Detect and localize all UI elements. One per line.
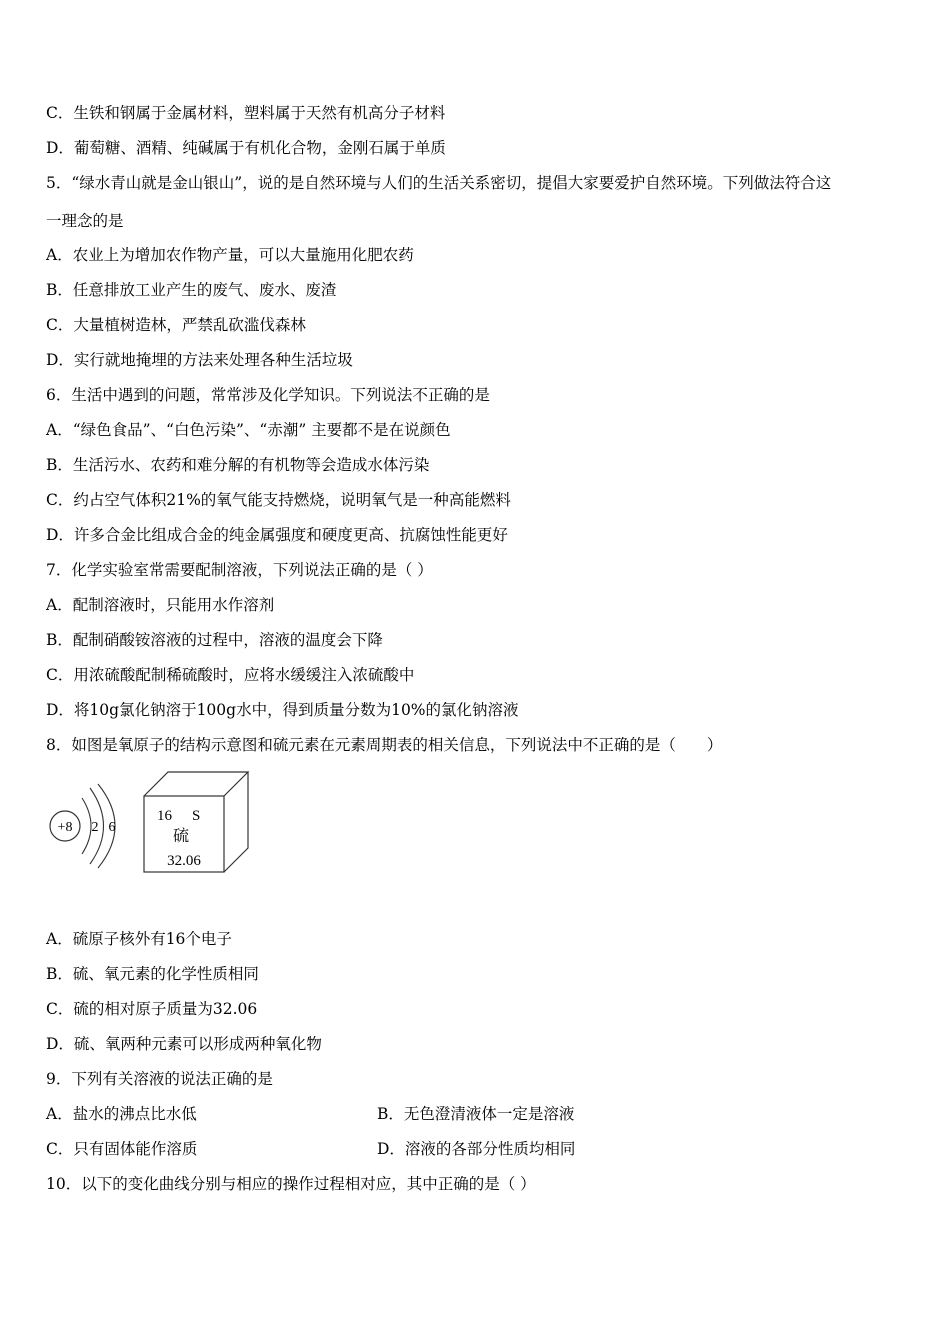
q6-option-c: C．约占空气体积21%的氧气能支持燃烧，说明氧气是一种高能燃料 (46, 491, 511, 509)
q6-option-a: A．“绿色食品”、“白色污染”、“赤潮” 主要都不是在说颜色 (46, 421, 451, 439)
q9-option-c: C．只有固体能作溶质 (46, 1140, 198, 1158)
q7-option-b: B．配制硝酸铵溶液的过程中，溶液的温度会下降 (46, 631, 383, 649)
atomic-number: 16 (157, 808, 172, 824)
q5-stem-line-2: 一理念的是 (46, 212, 124, 230)
electron-shell-1-arc (82, 798, 91, 854)
q5-option-c: C．大量植树造林，严禁乱砍滥伐森林 (46, 316, 306, 334)
cell-side-face (224, 772, 248, 872)
q8-option-a: A．硫原子核外有16个电子 (46, 930, 232, 948)
q8-figure-svg (44, 768, 254, 878)
q8-option-b: B．硫、氧元素的化学性质相同 (46, 965, 259, 983)
sulfur-element-cell (144, 772, 248, 872)
q5-stem-line-1: 5．“绿水青山就是金山银山”，说的是自然环境与人们的生活关系密切，提倡大家要爱护自然环境。下列做法符合这 (46, 174, 832, 192)
q8-figure (44, 768, 254, 878)
q5-option-a: A．农业上为增加农作物产量，可以大量施用化肥农药 (46, 246, 414, 264)
q5-option-d: D．实行就地掩埋的方法来处理各种生活垃圾 (46, 351, 353, 369)
atomic-mass: 32.06 (167, 853, 201, 869)
cell-top-face (144, 772, 248, 796)
q9-option-d: D．溶液的各部分性质均相同 (377, 1140, 576, 1158)
q7-option-c: C．用浓硫酸配制稀硫酸时，应将水缓缓注入浓硫酸中 (46, 666, 415, 684)
q4-option-d: D．葡萄糖、酒精、纯碱属于有机化合物，金刚石属于单质 (46, 139, 446, 157)
q9-stem: 9．下列有关溶液的说法正确的是 (46, 1070, 273, 1088)
q8-stem: 8．如图是氧原子的结构示意图和硫元素在元素周期表的相关信息，下列说法中不正确的是（ ） (46, 736, 723, 754)
nucleus-charge: +8 (57, 820, 73, 835)
q8-option-d: D．硫、氧两种元素可以形成两种氧化物 (46, 1035, 322, 1053)
element-name: 硫 (172, 828, 190, 845)
q6-option-b: B．生活污水、农药和难分解的有机物等会造成水体污染 (46, 456, 430, 474)
q4-option-c: C．生铁和钢属于金属材料，塑料属于天然有机高分子材料 (46, 104, 446, 122)
q7-option-d: D．将10g氯化钠溶于100g水中，得到质量分数为10%的氯化钠溶液 (46, 701, 519, 719)
q6-stem: 6．生活中遇到的问题，常常涉及化学知识。下列说法不正确的是 (46, 386, 490, 404)
q7-option-a: A．配制溶液时，只能用水作溶剂 (46, 596, 275, 614)
q9-option-b: B．无色澄清液体一定是溶液 (377, 1105, 575, 1123)
q8-option-c: C．硫的相对原子质量为32.06 (46, 1000, 258, 1018)
element-symbol: S (192, 808, 201, 824)
q5-option-b: B．任意排放工业产生的废气、废水、废渣 (46, 281, 337, 299)
shell-2-electrons: 6 (108, 820, 116, 835)
shell-1-electrons: 2 (91, 820, 99, 835)
q9-option-a: A．盐水的沸点比水低 (46, 1105, 197, 1123)
q7-stem: 7．化学实验室常需要配制溶液，下列说法正确的是（ ） (46, 561, 433, 579)
oxygen-atom-diagram (50, 784, 116, 868)
q6-option-d: D．许多合金比组成合金的纯金属强度和硬度更高、抗腐蚀性能更好 (46, 526, 508, 544)
q10-stem: 10．以下的变化曲线分别与相应的操作过程相对应，其中正确的是（ ） (46, 1175, 536, 1193)
